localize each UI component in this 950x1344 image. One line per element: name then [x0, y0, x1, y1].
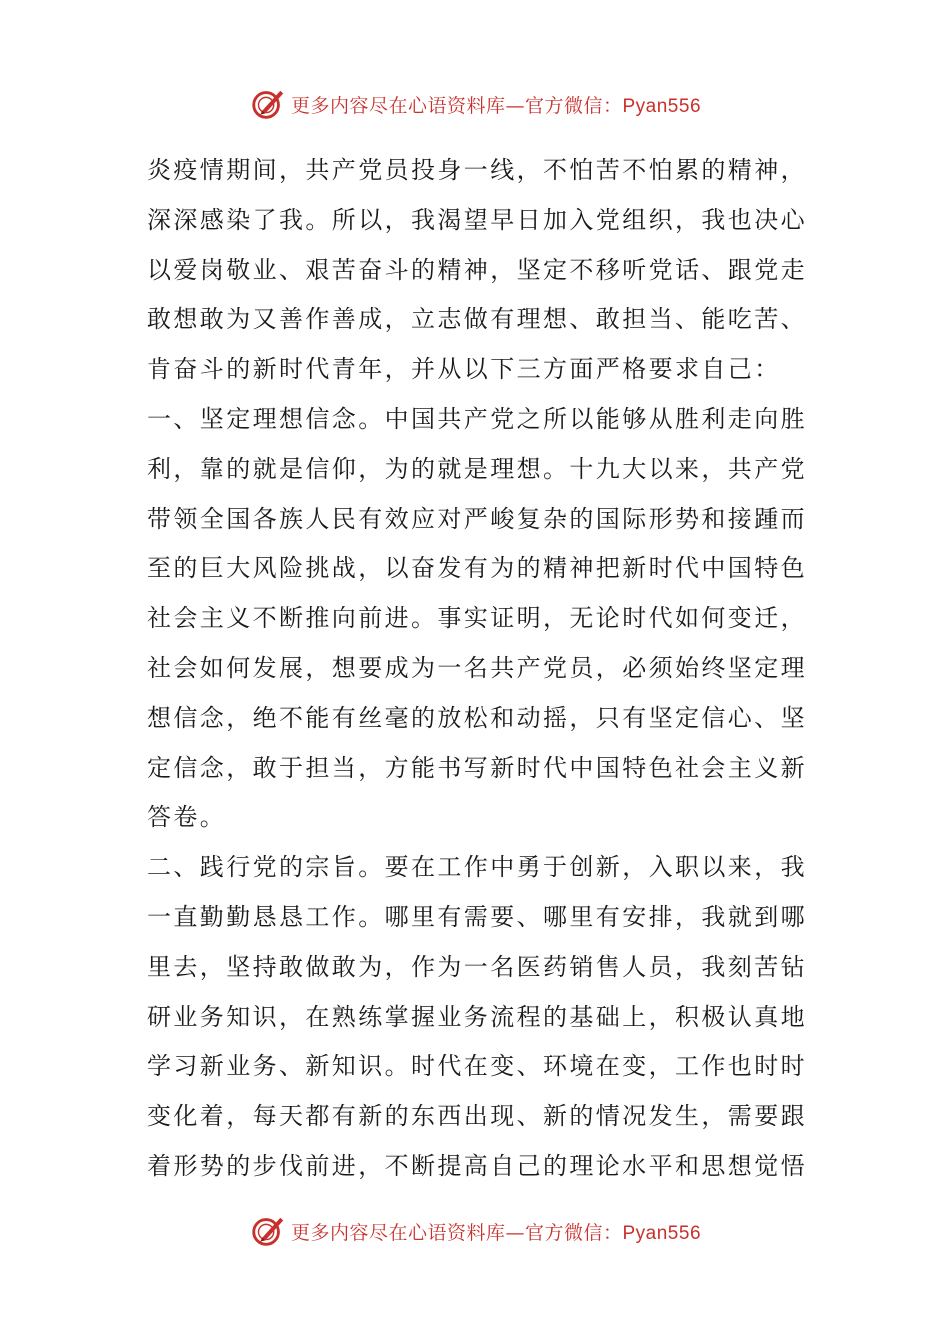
footer-banner-label: 更多内容尽在心语资料库—官方微信： [290, 1221, 623, 1244]
paragraph-section-one: 一、坚定理想信念。中国共产党之所以能够从胜利走向胜利，靠的就是信仰，为的就是理想。十九大以来，共产党带领全国各族人民有效应对严峻复杂的国际形势和接踵而至的巨大风险挑战，以奋发有为的精神把新时代中国特色社会主义不断推向前进。事实证明，无论时代如何变迁，社会如何发展，想要成为一名共产党员，必须始终坚定理想信念，绝不能有丝毫的放松和动摇，只有坚定信心、坚定信念，敢于担当，方能书写新时代中国特色社会主义新答卷。 [147, 404, 807, 832]
quill-seal-icon [249, 1212, 287, 1250]
footer-wechat-id: Pyan556 [622, 1222, 702, 1244]
paragraph-intro: 炎疫情期间，共产党员投身一线，不怕苦不怕累的精神，深深感染了我。所以，我渴望早日加入党组织，我也决心以爱岗敬业、艰苦奋斗的精神，坚定不移听党话、跟党走敢想敢为又善作善成，立志做有理想、敢担当、能吃苦、肯奋斗的新时代青年，并从以下三方面严格要求自己： [147, 156, 807, 384]
header-wechat-id: Pyan556 [622, 95, 702, 117]
header-banner-label: 更多内容尽在心语资料库—官方微信： [290, 94, 623, 117]
footer-banner [0, 1211, 950, 1251]
quill-seal-icon [249, 85, 287, 123]
document-body [147, 146, 807, 1192]
footer-banner-text [291, 1218, 701, 1245]
header-banner-text [291, 91, 701, 118]
paragraph-section-two: 二、践行党的宗旨。要在工作中勇于创新，入职以来，我一直勤勤恳恳工作。哪里有需要、哪里有安排，我就到哪里去，坚持敢做敢为，作为一名医药销售人员，我刻苦钻研业务知识，在熟练掌握业务流程的基础上，积极认真地学习新业务、新知识。时代在变、环境在变，工作也时时变化着，每天都有新的东西出现、新的情况发生，需要跟着形势的步伐前进，不断提高自己的理论水平和思想觉悟 [147, 853, 807, 1180]
header-banner [0, 84, 950, 124]
